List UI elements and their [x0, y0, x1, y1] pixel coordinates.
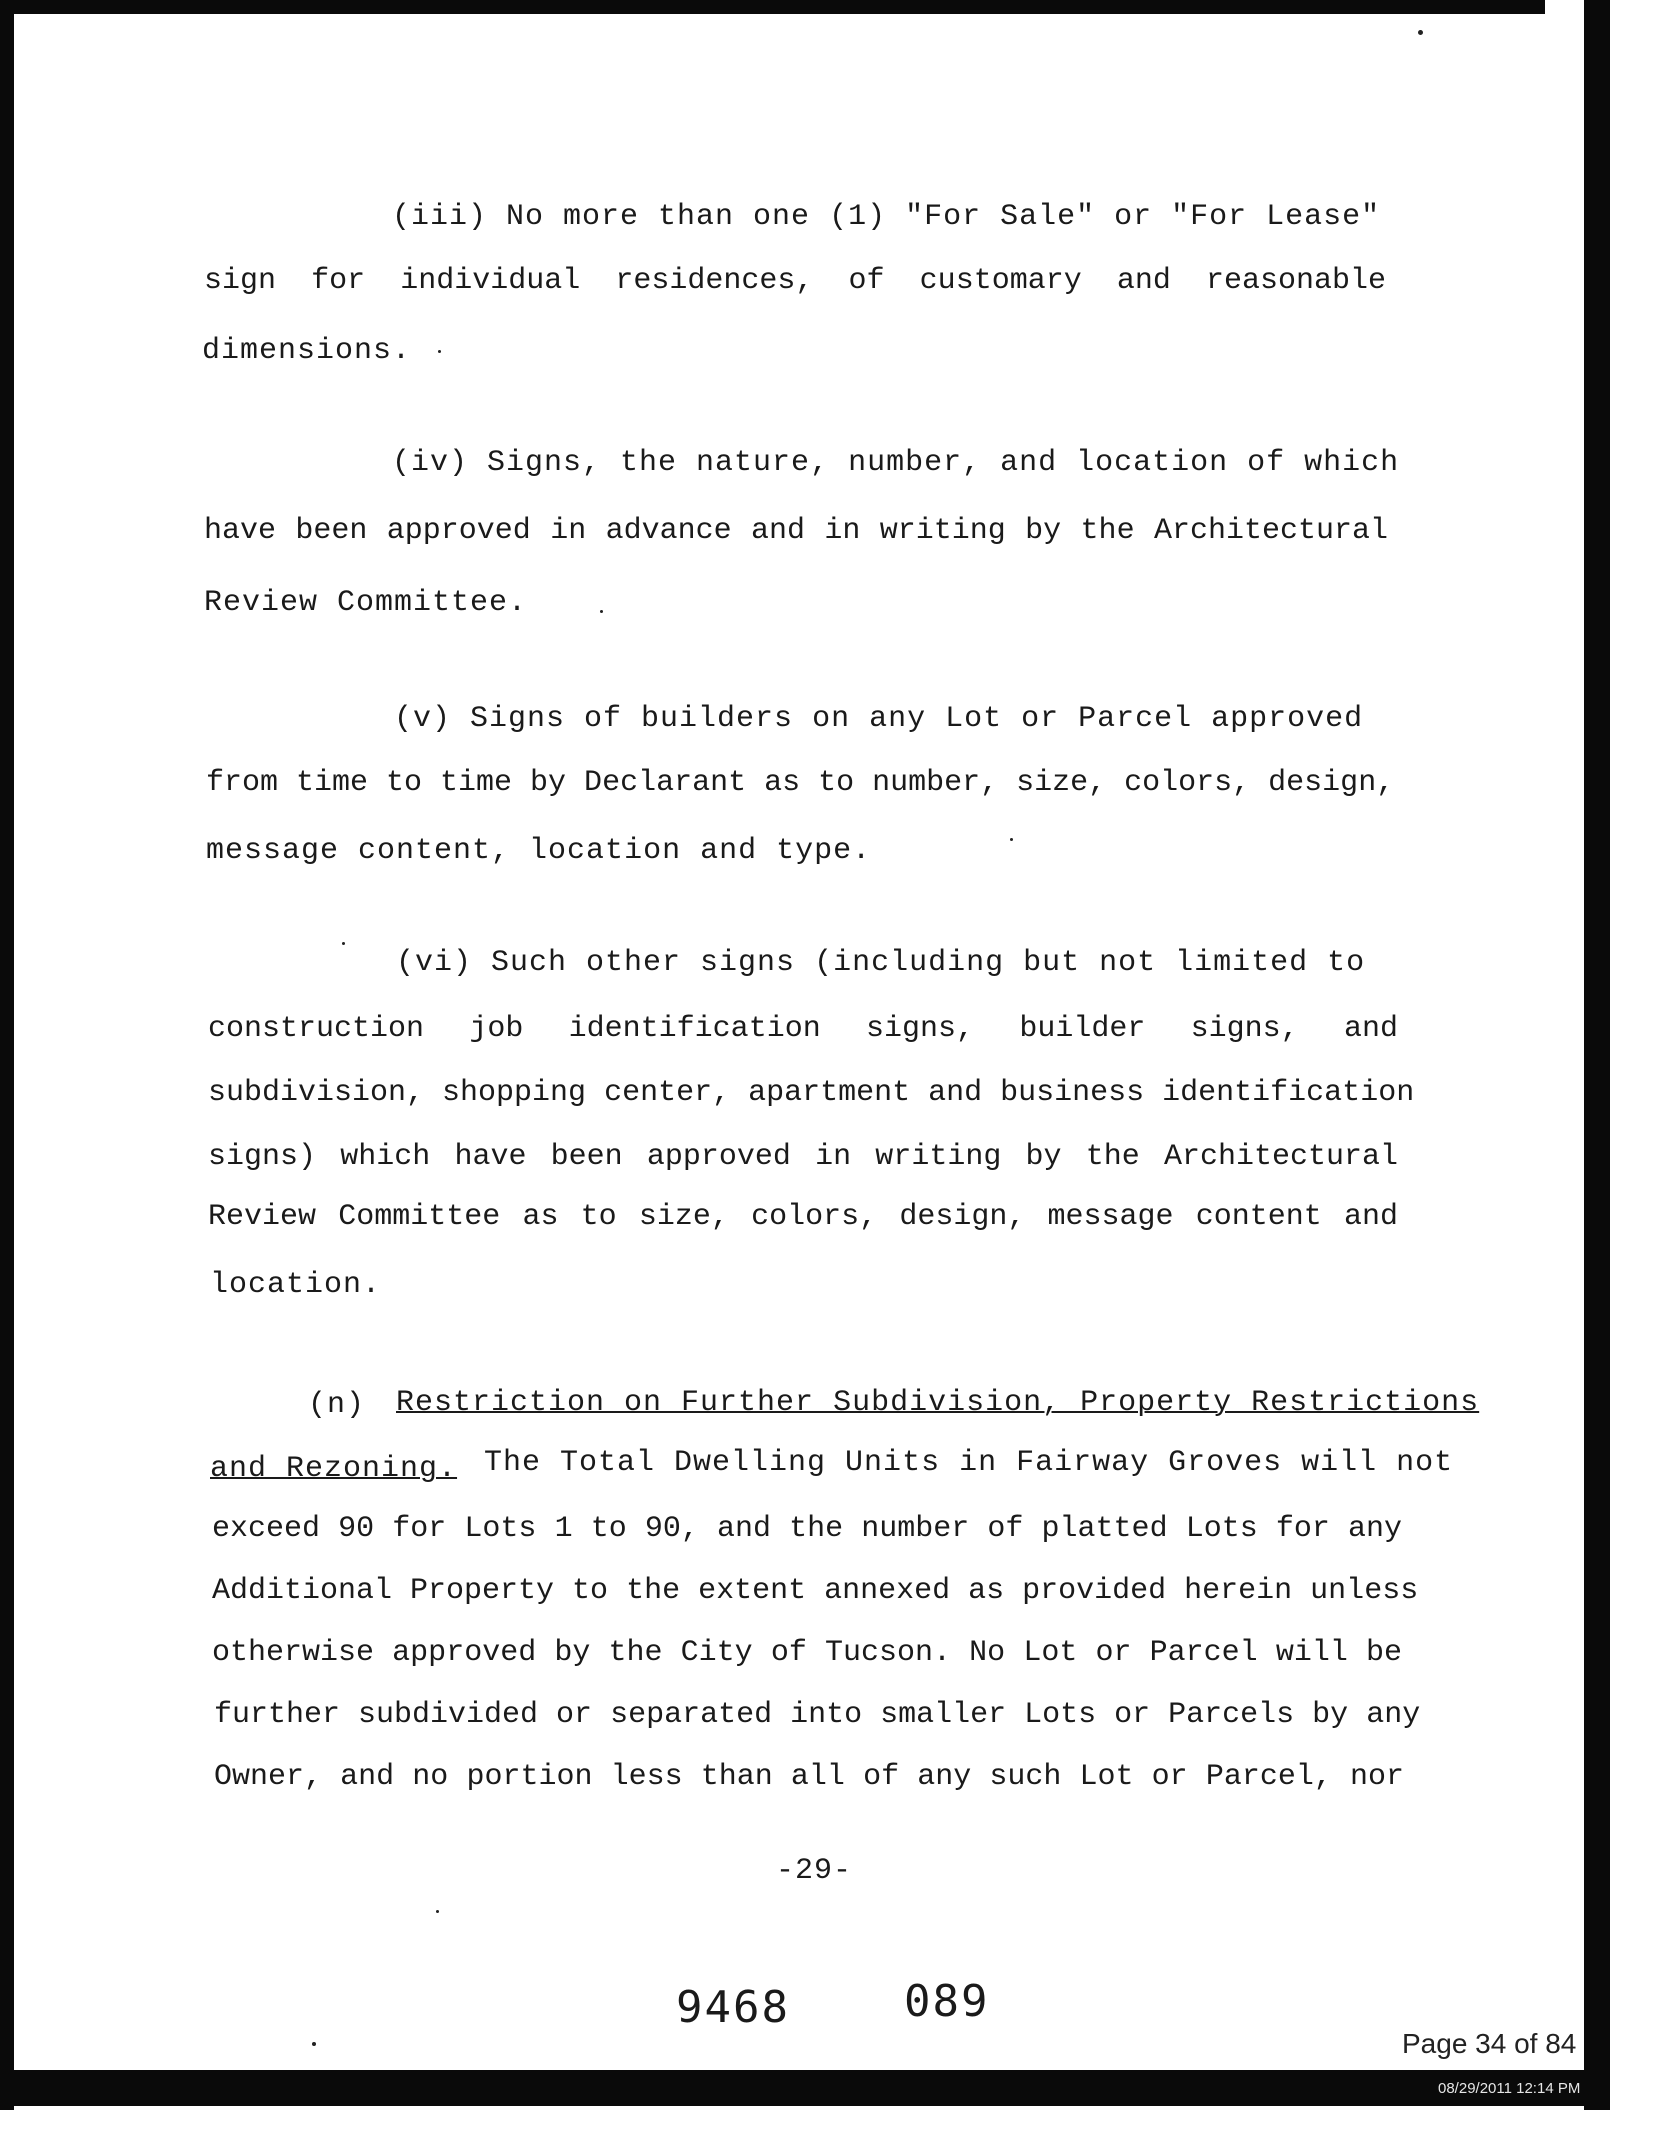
page-number: -29-	[776, 1854, 853, 1888]
para-vi-line6: location.	[210, 1268, 382, 1302]
scan-border-bottom	[0, 2070, 1610, 2106]
book-page-number: 089	[904, 1976, 990, 2027]
scan-speck	[438, 350, 441, 353]
para-n-marker: (n)	[308, 1388, 366, 1422]
para-vi-line3: subdivision, shopping center, apartment and business identification	[208, 1076, 1415, 1110]
scan-border-left	[0, 0, 14, 2110]
para-n-heading-part2: and Rezoning.	[210, 1452, 458, 1486]
para-iv-line3: Review Committee.	[204, 586, 528, 620]
para-iii-line1: (iii) No more than one (1) "For Sale" or "For Lease"	[392, 200, 1381, 234]
para-n-line4: Additional Property to the extent annexed as provided herein unless	[212, 1574, 1419, 1608]
para-iv-line1: (iv) Signs, the nature, number, and location of which	[392, 446, 1400, 480]
scan-speck	[312, 2042, 316, 2046]
para-vi-line2: construction job identification signs, builder signs, and	[208, 1012, 1398, 1046]
scan-border-right	[1584, 0, 1610, 2110]
scan-speck	[600, 610, 603, 613]
para-vi-line4: signs) which have been approved in writing by the Architectural	[208, 1140, 1398, 1174]
para-n-heading-part1: Restriction on Further Subdivision, Property Restrictions	[396, 1386, 1480, 1420]
para-iii-line3: dimensions.	[202, 334, 412, 368]
para-iv-line2: have been approved in advance and in writing by the Architectural	[204, 514, 1388, 548]
para-n-line6: further subdivided or separated into smaller Lots or Parcels by any	[214, 1698, 1421, 1732]
para-n-line2: The Total Dwelling Units in Fairway Groves will not	[484, 1446, 1454, 1480]
para-v-line1: (v) Signs of builders on any Lot or Parcel approved	[394, 702, 1364, 736]
para-n-line7: Owner, and no portion less than all of any such Lot or Parcel, nor	[214, 1760, 1404, 1794]
para-n-line5: otherwise approved by the City of Tucson. No Lot or Parcel will be	[212, 1636, 1402, 1670]
scan-speck	[342, 942, 345, 945]
para-n-line3: exceed 90 for Lots 1 to 90, and the number of platted Lots for any	[212, 1512, 1402, 1546]
scan-speck	[436, 1910, 439, 1913]
scan-speck	[1010, 838, 1013, 841]
para-iii-line2: sign for individual residences, of customary and reasonable	[204, 264, 1386, 298]
para-vi-line5: Review Committee as to size, colors, design, message content and	[208, 1200, 1398, 1234]
para-v-line2: from time to time by Declarant as to number, size, colors, design,	[206, 766, 1395, 800]
para-v-line3: message content, location and type.	[206, 834, 872, 868]
page-counter: Page 34 of 84	[1402, 2028, 1577, 2059]
scan-speck	[1418, 30, 1423, 35]
book-number: 9468	[676, 1982, 790, 2033]
para-vi-line1: (vi) Such other signs (including but not limited to	[396, 946, 1366, 980]
scan-timestamp: 08/29/2011 12:14 PM	[1438, 2080, 1581, 2097]
scan-border-top	[0, 0, 1545, 14]
